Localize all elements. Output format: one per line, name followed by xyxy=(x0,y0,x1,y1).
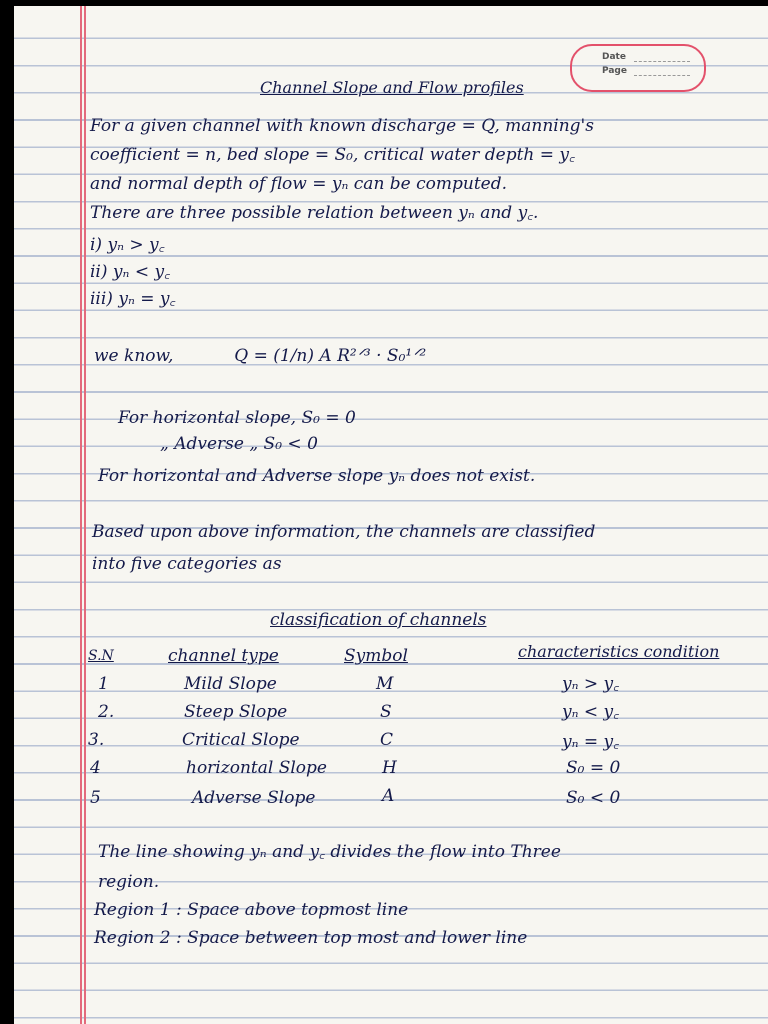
table-cell: 5 xyxy=(90,788,101,808)
relation-item xyxy=(90,262,170,282)
slope-note: „ Adverse „ S₀ < 0 xyxy=(160,434,318,454)
relation-num: iii) xyxy=(90,289,113,309)
relation-item xyxy=(90,289,175,309)
notebook-page xyxy=(14,6,768,1024)
table-cell: C xyxy=(380,730,394,750)
relation-expr: yₙ > y꜀ xyxy=(107,235,165,255)
date-label: Date xyxy=(602,52,626,62)
region-line: Region 2 : Space between top most and lower line xyxy=(94,928,528,948)
table-cell: Mild Slope xyxy=(184,674,277,694)
margin-line xyxy=(84,6,86,1024)
formula-lead: we know, xyxy=(94,346,174,366)
text-line: coefficient = n, bed slope = S₀, critical water depth = y꜀ xyxy=(90,145,575,165)
date-page-stamp xyxy=(570,44,706,92)
table-cell: 3. xyxy=(88,730,105,750)
text-line: region. xyxy=(98,872,160,892)
slope-note: For horizontal slope, S₀ = 0 xyxy=(118,408,356,428)
table-cell: S₀ = 0 xyxy=(566,758,621,778)
table-cell: 4 xyxy=(90,758,101,778)
table-header: channel type xyxy=(168,646,279,666)
table-cell: A xyxy=(382,786,395,806)
table-cell: Critical Slope xyxy=(182,730,300,750)
table-cell: yₙ < y꜀ xyxy=(562,702,620,722)
table-cell: S xyxy=(380,702,392,722)
text-line: For horizontal and Adverse slope yₙ does not exist. xyxy=(98,466,536,486)
table-cell: yₙ > y꜀ xyxy=(562,674,620,694)
table-cell: horizontal Slope xyxy=(186,758,327,778)
relation-num: ii) xyxy=(90,262,108,282)
page-label: Page xyxy=(602,66,627,76)
text-line: into five categories as xyxy=(92,554,282,574)
text-line: For a given channel with known discharge = Q, manning's xyxy=(90,116,594,136)
page-title: Channel Slope and Flow profiles xyxy=(260,78,524,97)
page-blank xyxy=(634,75,690,76)
margin-line xyxy=(80,6,82,1024)
table-cell: 1 xyxy=(98,674,109,694)
table-header: S.N xyxy=(88,648,114,664)
text-line: and normal depth of flow = yₙ can be computed. xyxy=(90,174,508,194)
table-cell: yₙ = y꜀ xyxy=(562,732,620,752)
table-cell: Adverse Slope xyxy=(192,788,316,808)
date-blank xyxy=(634,61,690,62)
table-cell: S₀ < 0 xyxy=(566,788,621,808)
text-line: There are three possible relation between yₙ and y꜀. xyxy=(90,203,539,223)
relation-item xyxy=(90,235,165,255)
formula-line xyxy=(94,346,426,366)
relation-expr: yₙ < y꜀ xyxy=(112,262,170,282)
table-cell: 2. xyxy=(98,702,115,722)
table-cell: H xyxy=(382,758,397,778)
formula-expr: Q = (1/n) A R²ᐟ³ · S₀¹ᐟ² xyxy=(234,346,427,366)
region-line: Region 1 : Space above topmost line xyxy=(94,900,409,920)
table-cell: M xyxy=(376,674,394,694)
table-title: classification of channels xyxy=(270,610,487,630)
text-line: The line showing yₙ and y꜀ divides the flow into Three xyxy=(98,842,561,862)
table-cell: Steep Slope xyxy=(184,702,288,722)
table-header: Symbol xyxy=(344,646,408,666)
relation-expr: yₙ = y꜀ xyxy=(118,289,176,309)
table-header: characteristics condition xyxy=(518,642,720,661)
relation-num: i) xyxy=(90,235,103,255)
text-line: Based upon above information, the channels are classified xyxy=(92,522,596,542)
